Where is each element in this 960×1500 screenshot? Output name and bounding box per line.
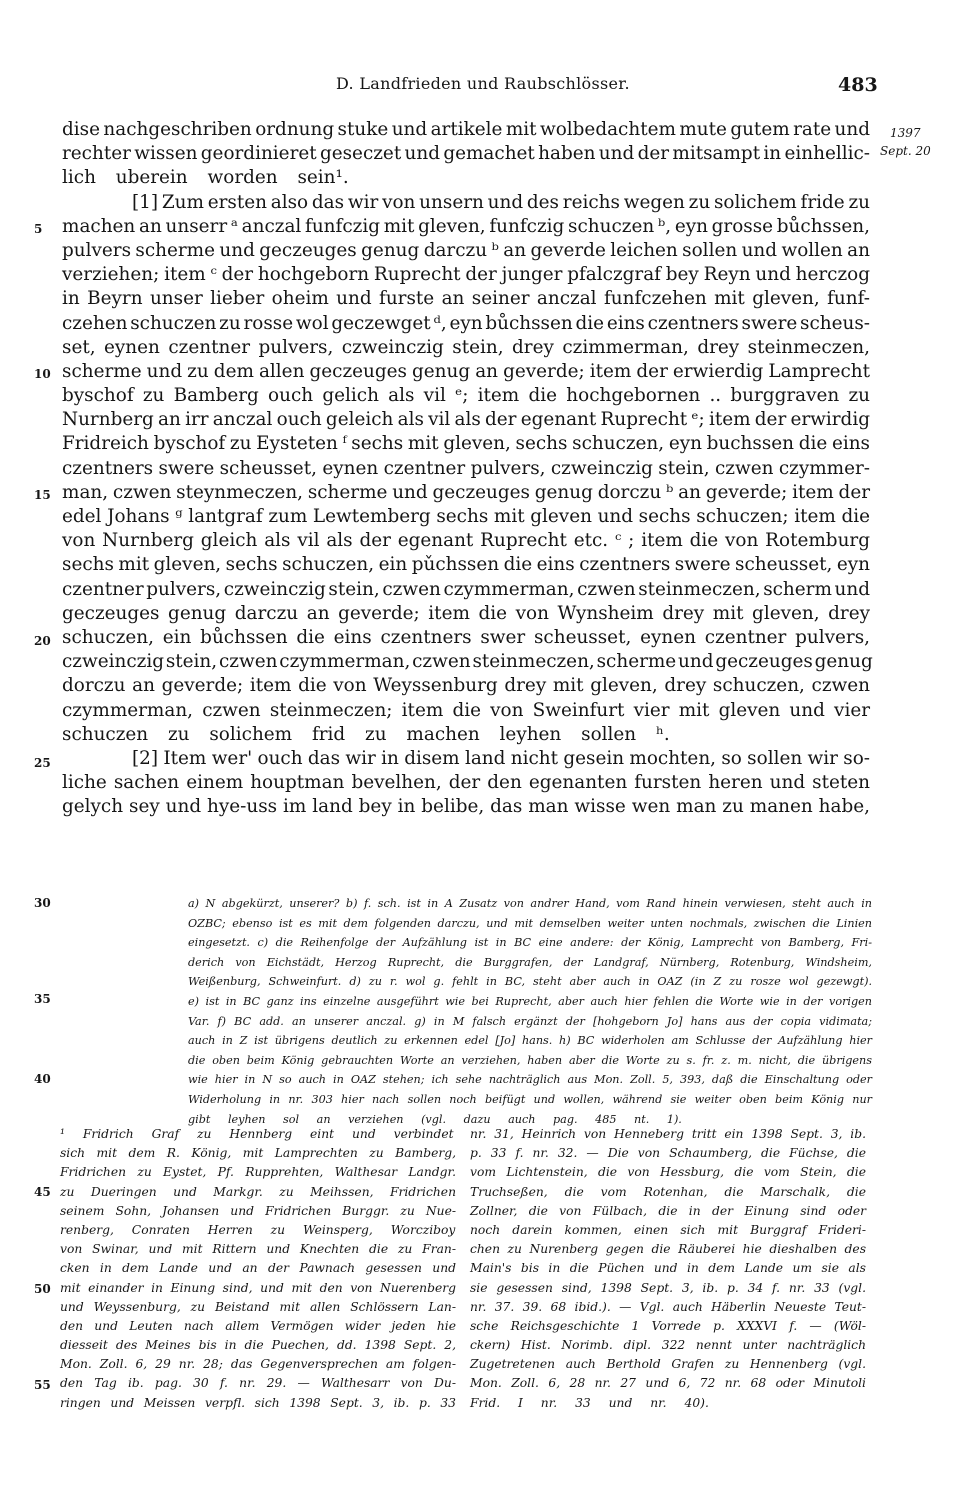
margin-year: 1397 bbox=[890, 126, 921, 140]
line-number-20: 20 bbox=[34, 634, 51, 648]
body-line: von Nurnberg gleich als vil als der egenant Ruprecht etc. ᶜ ; item die von Rotemburg bbox=[62, 530, 870, 552]
apparatus-line: die oben beim König gebrauchten Worte an verziehen, haben aber die Worte zu s. fr. z. m. nicht, die übrigens bbox=[188, 1053, 872, 1067]
apparatus-line: wie hier in N so auch in OAZ stehen; ich sehe nachträglich aus Mon. Zoll. 5, 393, daß die Einschaltung oder bbox=[188, 1073, 872, 1087]
body-line: lich uberein worden sein¹. bbox=[62, 167, 349, 189]
apparatus-line: Weißenburg, Schweinfurt. d) zu r. wol g. fehlt in BC, steht aber auch in OAZ (in Z zu rosze wol gezewgt). bbox=[188, 975, 872, 989]
line-number-35: 35 bbox=[34, 992, 51, 1006]
footnote-line: ckern) Hist. Norimb. dipl. 322 nennt unter nachträglich bbox=[470, 1338, 866, 1353]
body-line: scherme und zu dem allen geczeuges genug an geverde; item der erwierdig Lamprecht bbox=[62, 360, 870, 382]
body-line: [2] Item wer' ouch das wir in disem land nicht gesein mochten, so sollen wir so- bbox=[132, 747, 870, 769]
apparatus-line: gibt leyhen sol an verziehen (vgl. dazu auch pag. 485 nt. 1). bbox=[188, 1112, 682, 1126]
apparatus-line: OZBC; ebenso ist es mit dem folgenden darczu, und mit demselben weiter unten nochmals, zwischen die Linien bbox=[188, 916, 872, 930]
footnote-line: Mon. Zoll. 6, 28 nr. 27 und 6, 72 nr. 68 oder Minutoli bbox=[470, 1376, 866, 1391]
page-number: 483 bbox=[838, 74, 878, 96]
body-line: sechs mit gleven, sechs schuczen, ein pǔchssen die eins czentners swere scheusset, eyn bbox=[62, 554, 870, 576]
line-number-45: 45 bbox=[34, 1185, 51, 1199]
body-line: czentners swere scheusset, eynen czentner pulvers, czweinczig stein, czwen czymmer- bbox=[62, 457, 870, 479]
footnote-line: ringen und Meissen verpfl. sich 1398 Sept. 3, ib. p. 33 bbox=[60, 1395, 456, 1410]
body-line: czweinczig stein, czwen czymmerman, czwen steinmeczen, scherme und geczeuges genug bbox=[62, 651, 873, 673]
critical-apparatus bbox=[188, 894, 872, 1129]
body-line: in Beyrn unser lieber oheim und furste an seiner anczal funfczehen mit gleven, funf- bbox=[62, 288, 870, 310]
body-line: man, czwen steynmeczen, scherme und geczeuges genug dorczu ᵇ an geverde; item der bbox=[62, 481, 870, 503]
body-line: dorczu an geverde; item die von Weyssenburg drey mit gleven, drey schuczen, czwen bbox=[62, 675, 870, 697]
main-text bbox=[62, 118, 873, 819]
footnote-right-column bbox=[470, 1125, 866, 1413]
line-number-40: 40 bbox=[34, 1072, 51, 1086]
footnote-line: chen zu Nurenberg gegen die Räuberei hie dieshalben des bbox=[470, 1242, 866, 1257]
body-line: dise nachgeschriben ordnung stuke und artikele mit wolbedachtem mute gutem rate und bbox=[62, 119, 870, 140]
footnote-line: vom Lichtenstein, die von Hessburg, die vom Stein, die bbox=[470, 1165, 866, 1180]
apparatus-line: derich von Eichstädt, Herzog Ruprecht, die Burggrafen, der Landgraf, Nürnberg, Rotenburg, Windsheim, bbox=[188, 955, 872, 969]
body-line: set, eynen czentner pulvers, czweinczig stein, drey czimmerman, drey steinmeczen, bbox=[62, 336, 870, 358]
footnote-line: Zugetretenen auch Berthold Grafen zu Hennenberg (vgl. bbox=[470, 1357, 866, 1372]
body-line: czehen schuczen zu rosse wol geczewget ᵈ, eyn bůchssen die eins czentners swere scheus- bbox=[62, 312, 870, 334]
footnote-line: sie gesessen sind, 1398 Sept. 3, ib. p. 34 f. nr. 33 (vgl. bbox=[470, 1280, 866, 1295]
body-line: schuczen zu solichem frid zu machen leyhen sollen ʰ. bbox=[62, 723, 670, 745]
apparatus-line: e) ist in BC ganz ins einzelne ausgeführt wie bei Ruprecht, aber auch hier fehlen die Worte wie in der vorigen bbox=[188, 994, 872, 1008]
apparatus-line: eingesetzt. c) die Reihenfolge der Aufzählung ist in BC eine andere: der König, Lamprecht von Bamberg, Fri- bbox=[188, 936, 872, 950]
line-number-50: 50 bbox=[34, 1282, 51, 1296]
body-line: czymmerman, czwen steinmeczen; item die von Sweinfurt vier mit gleven und vier bbox=[62, 699, 870, 721]
footnote-line: renberg, Conraten Herren zu Weinsperg, Worcziboy bbox=[60, 1222, 456, 1237]
footnote-line: mit einander in Einung sind, und mit den von Nuerenberg bbox=[60, 1280, 456, 1295]
body-line: Fridreich byschof zu Eysteten ᶠ sechs mit gleven, sechs schuczen, eyn buchssen die eins bbox=[62, 433, 870, 455]
footnote-line: und Weyssenburg, zu Beistand mit allen Schlössern Lan- bbox=[60, 1299, 456, 1314]
footnote-line: den Tag ib. pag. 30 f. nr. 29. — Walthesarr von Du- bbox=[60, 1376, 456, 1391]
body-line: liche sachen einem houptman bevelhen, der den egenanten fursten heren und steten bbox=[62, 772, 870, 794]
footnote-line: sche Reichsgeschichte 1 Vorrede p. XXXVI f. — (Wöl- bbox=[470, 1318, 866, 1333]
footnote-line: diesseit des Meines bis in die Puechen, dd. 1398 Sept. 2, bbox=[60, 1338, 456, 1353]
body-line: rechter wissen geordinieret geseczet und gemachet haben und der mitsampt in einhellic- bbox=[62, 143, 870, 165]
footnote-line: p. 33 f. nr. 32. — Die von Schaumberg, die Füchse, die bbox=[470, 1146, 866, 1161]
footnote-line: den und Leuten nach allem Vermögen wider jeden hie bbox=[60, 1318, 456, 1333]
body-line: verziehen; item ᶜ der hochgeborn Ruprecht der junger pfalczgraf bey Reyn und herczog bbox=[62, 264, 870, 286]
footnote-line: Fridrichen zu Eystet, Pf. Rupprehten, Walthesar Landgr. bbox=[60, 1165, 456, 1180]
body-line: gelych sey und hye-uss im land bey in belibe, das man wisse wen man zu manen habe, bbox=[62, 796, 870, 818]
body-line: czentner pulvers, czweinczig stein, czwen czymmerman, czwen steinmeczen, scherm und bbox=[62, 578, 870, 600]
footnote-left-column bbox=[60, 1125, 456, 1413]
footnote-line: sich mit dem R. König, mit Lamprechten zu Bamberg, bbox=[60, 1146, 456, 1161]
footnote-line: seinem Sohn, Johansen und Fridrichen Burggr. zu Nue- bbox=[60, 1203, 456, 1218]
line-number-30: 30 bbox=[34, 896, 51, 910]
line-number-15: 15 bbox=[34, 488, 51, 502]
body-line: [1] Zum ersten also das wir von unsern und des reichs wegen zu solichem fride zu bbox=[132, 191, 870, 213]
line-number-55: 55 bbox=[34, 1378, 51, 1392]
footnote-line: zu Dueringen und Markgr. zu Meihssen, Fridrichen bbox=[60, 1184, 456, 1199]
apparatus-line: Var. f) BC add. an unserer anczal. g) in M falsch ergänzt der [hohgeborn Jo] hans aus der copia vidimata; bbox=[188, 1014, 872, 1028]
body-line: schuczen, ein bůchssen die eins czentners swer scheusset, eynen czentner pulvers, bbox=[62, 626, 870, 648]
line-number-5: 5 bbox=[34, 222, 43, 236]
footnote-line: nr. 37. 39. 68 ibid.). — Vgl. auch Häberlin Neueste Teut- bbox=[470, 1299, 866, 1314]
footnote-line: Mon. Zoll. 6, 29 nr. 28; das Gegenversprechen am folgen- bbox=[60, 1357, 456, 1372]
footnote-line: Frid. I nr. 33 und nr. 40). bbox=[470, 1395, 709, 1410]
footnote-line: cken in dem Lande und an der Pawnach gesessen und bbox=[60, 1261, 456, 1276]
line-number-25: 25 bbox=[34, 756, 51, 770]
footnote-line: Main's bis in die Püchen und in dem Lande um sie als bbox=[470, 1261, 866, 1276]
body-line: byschof zu Bamberg ouch gelich als vil ᵉ; item die hochgebornen .. burggraven zu bbox=[62, 385, 870, 407]
body-line: pulvers scherme und geczeuges genug darczu ᵇ an geverde leichen sollen und wollen an bbox=[62, 239, 870, 261]
footnote-line: ¹ Fridrich Graf zu Hennberg eint und verbindet bbox=[60, 1127, 454, 1141]
apparatus-line: auch in Z ist übrigens deutlich zu erkennen edel [Jo] hans. h) BC widerholen am Schlusse der Aufzählung hier bbox=[188, 1034, 872, 1048]
body-line: edel Johans ᵍ lantgraf zum Lewtemberg sechs mit gleven und sechs schuczen; item die bbox=[62, 506, 870, 527]
body-line: Nurnberg an irr anczal ouch geleich als vil als der egenant Ruprecht ᵉ; item der erwirdig bbox=[62, 409, 870, 431]
body-line: geczeuges genug darczu an geverde; item die von Wynsheim drey mit gleven, drey bbox=[62, 602, 870, 624]
apparatus-line: a) N abgekürzt, unserer? b) f. sch. ist in A Zusatz von andrer Hand, vom Rand hinein verwiesen, steht auch in bbox=[188, 897, 872, 910]
running-head: D. Landfrieden und Raubschlösser. bbox=[336, 74, 630, 93]
apparatus-line: Widerholung in nr. 303 hier nach sollen noch beifügt und wollen, während sie weiter oben beim König nur bbox=[188, 1092, 872, 1106]
footnote-line: noch darein kommen, einen sich mit Burggraf Frideri- bbox=[470, 1222, 866, 1237]
line-number-10: 10 bbox=[34, 367, 51, 381]
footnote-line: Zollner, die von Fülbach, die in der Einung sind oder bbox=[470, 1203, 866, 1218]
footnote-line: Truchseßen, die vom Rotenhan, die Marschalk, die bbox=[470, 1184, 866, 1199]
margin-date: Sept. 20 bbox=[880, 144, 931, 158]
body-line: machen an unserr ᵃ anczal funfczig mit gleven, funfczig schuczen ᵇ, eyn grosse bůchssen, bbox=[62, 215, 870, 237]
footnote-line: von Swinar, und mit Rittern und Knechten die zu Fran- bbox=[60, 1242, 456, 1257]
footnote-line: nr. 31, Heinrich von Henneberg tritt ein 1398 Sept. 3, ib. bbox=[470, 1127, 866, 1141]
